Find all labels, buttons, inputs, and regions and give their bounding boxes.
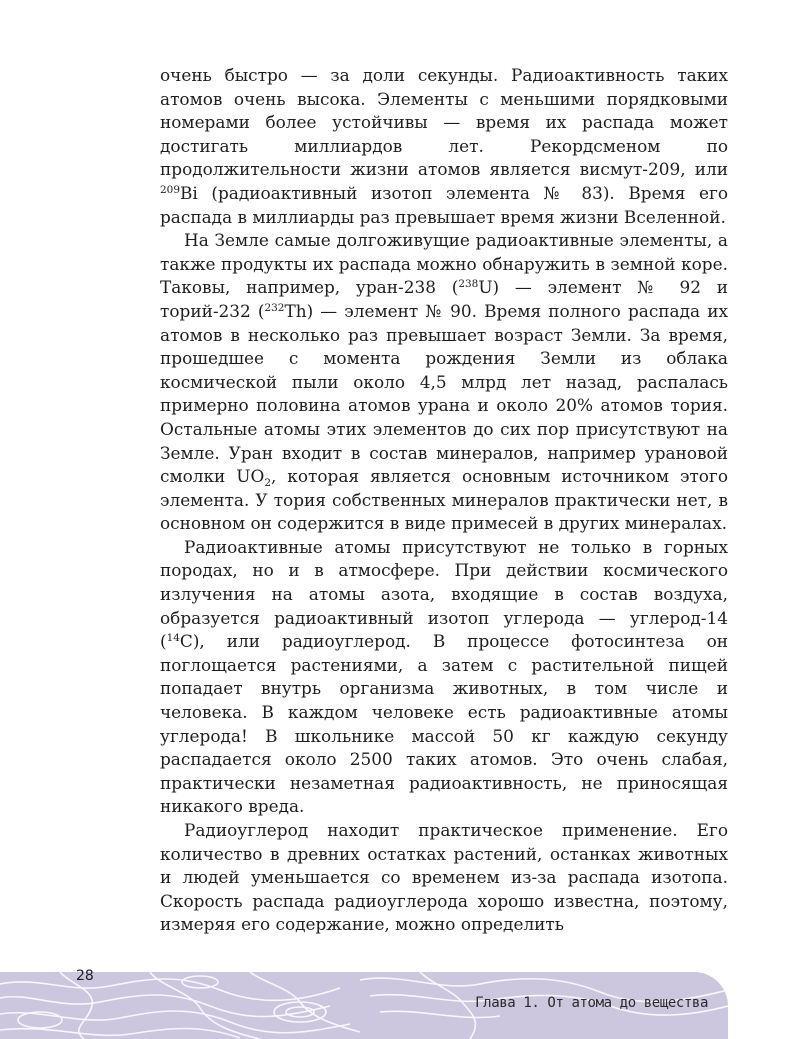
- chapter-title: Глава 1. От атома до вещества: [475, 995, 708, 1011]
- paragraph-3: Радиоактивные атомы присутствуют не только в горных породах, но и в атмосфере. При действии космического излучения на атомы азота, входящие в состав воздуха, образуется радиоактивный изотоп углерода — углерод-14 ($^{14}$C), или радиоуглерод. В процессе фотосинтеза он поглощается растениями, а затем с растительной пищей попадает внутрь организма животных, в том числе и человека. В каждом человеке есть радиоактивные атомы углерода! В школьнике массой 50 кг каждую секунду распадается около 2500 таких атомов. Это очень слабая, практически незаметная радиоактивность, не приносящая никакого вреда.: [160, 536, 728, 817]
- main-text: [160, 64, 728, 937]
- paragraph-1: очень быстро — за доли секунды. Радиоактивность таких атомов очень высока. Элементы с меньшими порядковыми номерами более устойчивы — время их распада может достигать миллиардов лет. Рекордсменом по продолжительности жизни атомов является висмут-209, или $^{209}$Bi (радиоактивный изотоп элемента № 83). Время его распада в миллиарды раз превышает время жизни Вселенной.: [160, 65, 728, 227]
- paragraph-4: Радиоуглерод находит практическое применение. Его количество в древних остатках растений, останках животных и людей уменьшается со временем из-за распада изотопа. Скорость распада радиоуглерода хорошо известна, поэтому, измеряя его содержание, можно определить: [160, 820, 728, 935]
- paragraph-2: На Земле самые долгоживущие радиоактивные элементы, а также продукты их распада можно обнаружить в земной коре. Таковы, например, уран-238 ($^{238}$U) — элемент № 92 и торий-232 ($^{232}$Th) — элемент № 90. Время полного распада их атомов в несколько раз превышает возраст Земли. За время, прошедшее с момента рождения Земли из облака космической пыли около 4,5 млрд лет назад, распалась примерно половина атомов урана и около 20% атомов тория. Остальные атомы этих элементов до сих пор присутствуют на Земле. Уран входит в состав минералов, например урановой смолки $UO_2$, которая является основным источником этого элемента. У тория собственных минералов практически нет, в основном он содержится в виде примесей в других минералах.: [160, 230, 729, 534]
- page-number: 28: [76, 968, 94, 984]
